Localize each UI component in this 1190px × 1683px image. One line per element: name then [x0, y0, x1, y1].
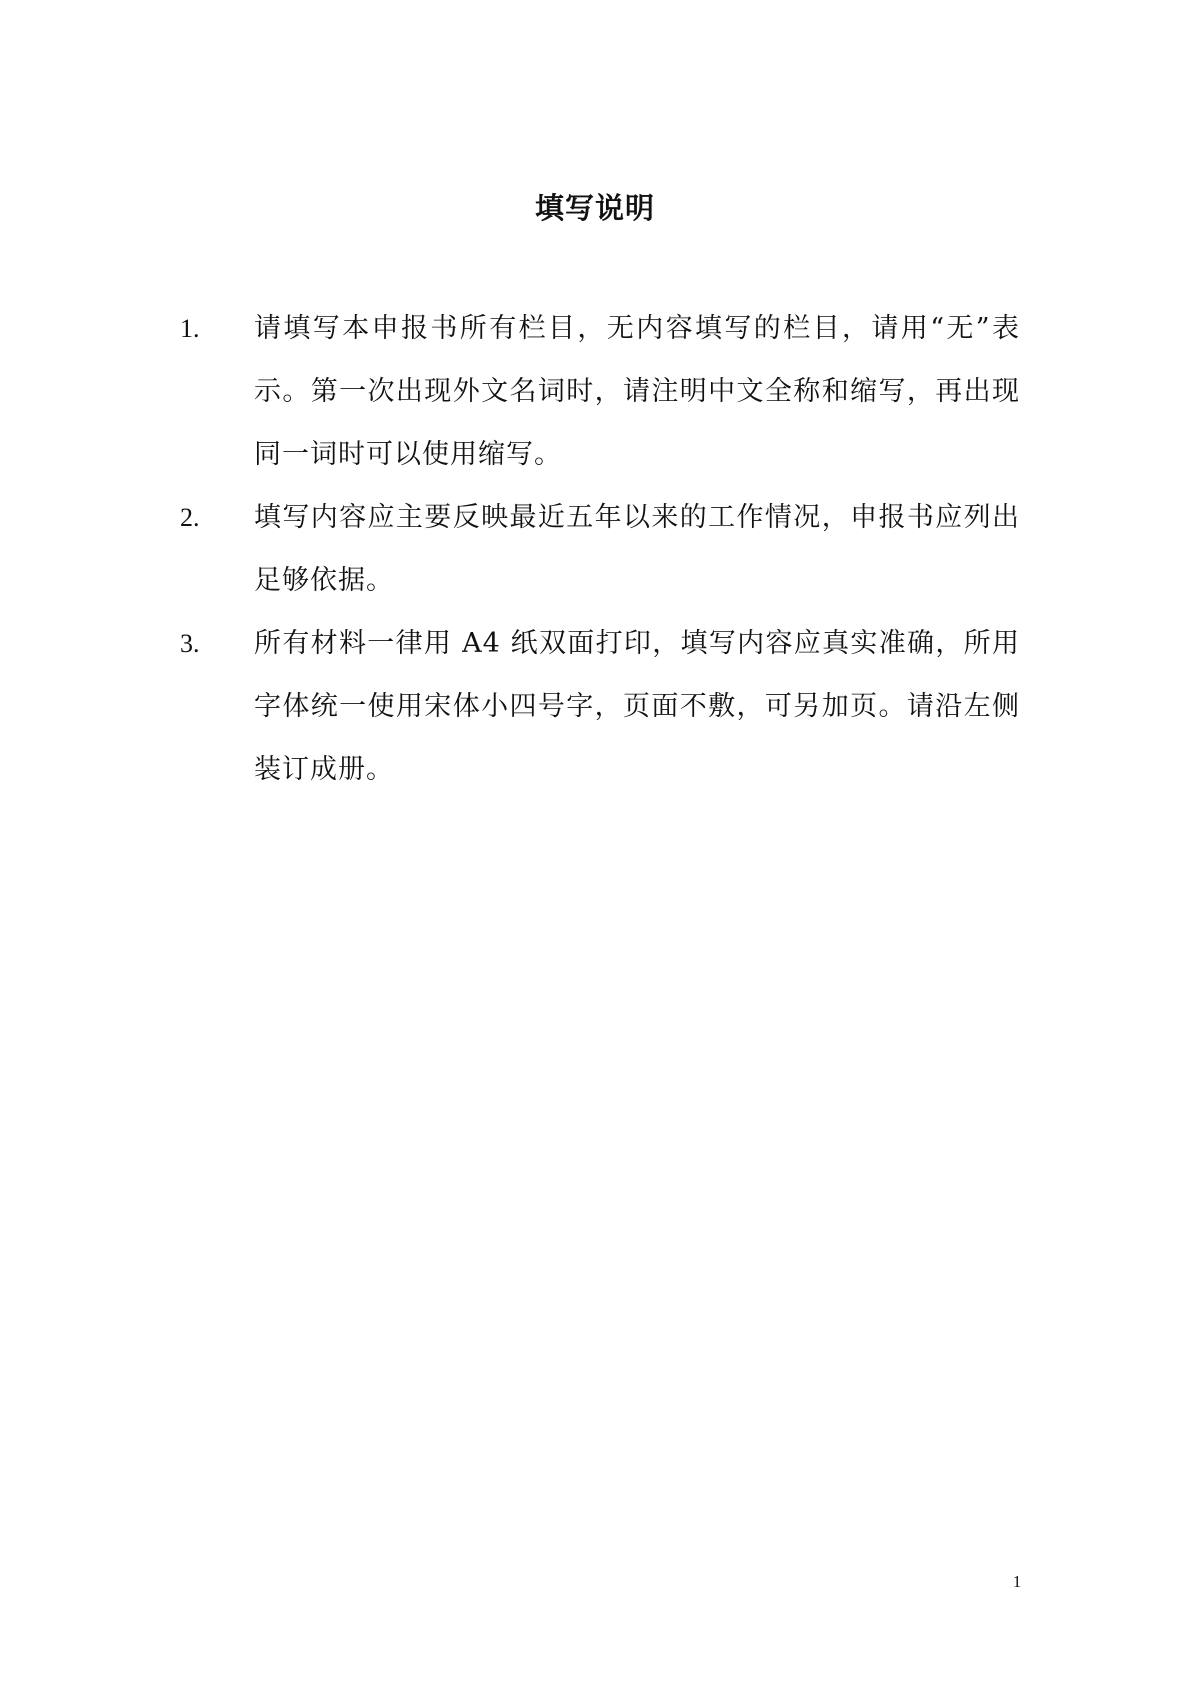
- list-item-number: 1.: [180, 314, 200, 343]
- list-item-text: 填写内容应主要反映最近五年以来的工作情况，申报书应列出足够依据。: [254, 502, 1020, 596]
- page-number: 1: [1012, 1572, 1022, 1591]
- list-item: [180, 625, 1020, 814]
- page-title: 填写说明: [534, 191, 655, 225]
- list-item-number: 3.: [180, 629, 200, 658]
- list-item: [180, 310, 1020, 499]
- list-item: [180, 499, 1020, 625]
- list-item-text: 请填写本申报书所有栏目，无内容填写的栏目，请用“无”表示。第一次出现外文名词时，请注明中文全称和缩写，再出现同一词时可以使用缩写。: [254, 313, 1020, 470]
- instruction-list: [180, 310, 1020, 814]
- list-item-number: 2.: [180, 503, 200, 532]
- list-item-text: 所有材料一律用 A4 纸双面打印，填写内容应真实准确，所用字体统一使用宋体小四号字，页面不敷，可另加页。请沿左侧装订成册。: [254, 628, 1020, 785]
